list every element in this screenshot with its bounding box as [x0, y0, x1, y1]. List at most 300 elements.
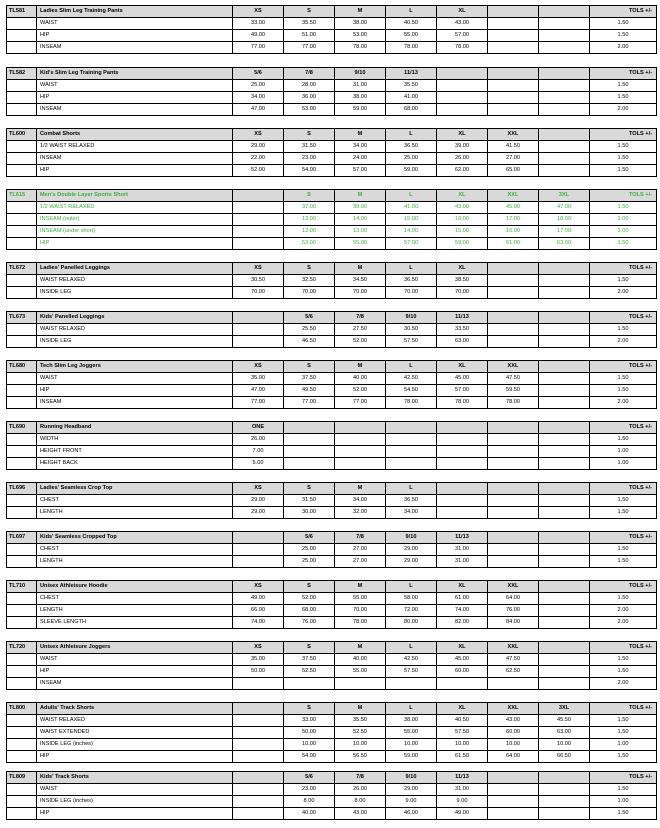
measurement-value: 49.00	[233, 30, 284, 42]
tolerance-value: 1.50	[590, 808, 657, 820]
measurement-value: 53.00	[284, 104, 335, 116]
product-code: TL690	[7, 422, 37, 434]
measurement-value: 15.00	[386, 214, 437, 226]
measurement-value	[233, 751, 284, 763]
measurement-value: 78.00	[335, 42, 386, 54]
measurement-value: 58.00	[386, 593, 437, 605]
measurement-value: 77.00	[284, 397, 335, 409]
measurement-value: 47.00	[233, 104, 284, 116]
measurement-value: 40.00	[335, 373, 386, 385]
measurement-value	[539, 796, 590, 808]
measurement-value	[539, 30, 590, 42]
measurement-value: 66.50	[539, 751, 590, 763]
size-header: 11/13	[437, 312, 488, 324]
size-header: 9/10	[386, 532, 437, 544]
measurement-value	[488, 434, 539, 446]
measurement-value: 57.50	[386, 666, 437, 678]
measurement-value	[488, 275, 539, 287]
table-header-row	[7, 703, 657, 715]
measurement-label: 1/2 WAIST RELAXED	[37, 141, 233, 153]
measurement-value: 34.00	[386, 507, 437, 519]
measurement-value: 52.00	[284, 593, 335, 605]
product-name: Unisex Athleisure Hoodie	[37, 581, 233, 593]
size-header	[539, 483, 590, 495]
measurement-value	[539, 18, 590, 30]
tolerance-value: 1.50	[590, 373, 657, 385]
table-row	[7, 808, 657, 820]
measurement-value	[539, 678, 590, 690]
row-code-cell	[7, 153, 37, 165]
measurement-value	[539, 556, 590, 568]
tolerance-value: 2.00	[590, 605, 657, 617]
size-header	[539, 422, 590, 434]
measurement-value: 8.00	[335, 796, 386, 808]
measurement-value: 13.00	[335, 226, 386, 238]
spec-table-tl697	[6, 531, 657, 568]
product-code: TL680	[7, 361, 37, 373]
table-header-row	[7, 483, 657, 495]
tolerance-value: 2.00	[590, 336, 657, 348]
measurement-value: 29.00	[233, 141, 284, 153]
measurement-label: INSEAM	[37, 104, 233, 116]
measurement-value: 10.00	[539, 739, 590, 751]
measurement-value: 29.00	[233, 495, 284, 507]
row-code-cell	[7, 434, 37, 446]
size-header: 7/8	[335, 532, 386, 544]
size-header: XS	[233, 642, 284, 654]
size-header: ONE	[233, 422, 284, 434]
tolerance-value: 1.50	[590, 18, 657, 30]
size-header: L	[386, 581, 437, 593]
measurement-value	[437, 446, 488, 458]
measurement-label: SLEEVE LENGTH	[37, 617, 233, 629]
measurement-label: INSEAM	[37, 678, 233, 690]
row-code-cell	[7, 796, 37, 808]
measurement-value: 78.00	[488, 397, 539, 409]
measurement-label: WAIST RELAXED	[37, 275, 233, 287]
tolerance-header: TOLS +/-	[590, 532, 657, 544]
tolerance-value: 2.00	[590, 104, 657, 116]
spec-table-tl690	[6, 421, 657, 470]
measurement-value	[539, 544, 590, 556]
measurement-value	[233, 202, 284, 214]
spec-table-tl581	[6, 5, 657, 54]
measurement-value: 31.00	[335, 80, 386, 92]
table-row	[7, 715, 657, 727]
size-header: S	[284, 129, 335, 141]
tolerance-value: 1.50	[590, 202, 657, 214]
measurement-value	[539, 80, 590, 92]
product-name: Kids' Panelled Leggings	[37, 312, 233, 324]
measurement-value: 28.00	[284, 80, 335, 92]
tolerance-header: TOLS +/-	[590, 772, 657, 784]
measurement-value	[233, 336, 284, 348]
table-row	[7, 605, 657, 617]
measurement-value: 27.00	[335, 544, 386, 556]
measurement-label: CHEST	[37, 495, 233, 507]
size-header: XXL	[488, 703, 539, 715]
size-header: M	[335, 483, 386, 495]
measurement-value: 26.00	[335, 784, 386, 796]
table-row	[7, 507, 657, 519]
size-header: XXL	[488, 361, 539, 373]
measurement-value: 37.00	[284, 202, 335, 214]
measurement-value: 35.50	[335, 715, 386, 727]
tolerance-header: TOLS +/-	[590, 361, 657, 373]
measurement-value: 55.00	[335, 238, 386, 250]
measurement-value: 43.00	[488, 715, 539, 727]
table-header-row	[7, 68, 657, 80]
table-row	[7, 42, 657, 54]
measurement-value	[488, 324, 539, 336]
measurement-value: 17.00	[539, 226, 590, 238]
measurement-value: 50.00	[233, 666, 284, 678]
measurement-value: 31.50	[284, 141, 335, 153]
row-code-cell	[7, 214, 37, 226]
measurement-value	[284, 434, 335, 446]
table-header-row	[7, 642, 657, 654]
measurement-value: 35.00	[233, 654, 284, 666]
size-header	[335, 422, 386, 434]
measurement-value: 43.00	[437, 18, 488, 30]
size-header	[284, 422, 335, 434]
measurement-value: 25.00	[233, 80, 284, 92]
row-code-cell	[7, 678, 37, 690]
measurement-value: 18.00	[539, 214, 590, 226]
size-header: S	[284, 6, 335, 18]
measurement-label: CHEST	[37, 593, 233, 605]
size-header: XL	[437, 190, 488, 202]
table-header-row	[7, 361, 657, 373]
measurement-value: 50.00	[284, 727, 335, 739]
measurement-value	[539, 507, 590, 519]
size-header: 9/10	[335, 68, 386, 80]
measurement-value: 49.00	[437, 808, 488, 820]
measurement-label: 1/2 WAIST RELAXED	[37, 202, 233, 214]
table-header-row	[7, 422, 657, 434]
tolerance-value: 1.00	[590, 458, 657, 470]
measurement-value: 52.00	[335, 385, 386, 397]
measurement-value: 31.50	[284, 495, 335, 507]
table-row	[7, 202, 657, 214]
tolerance-header: TOLS +/-	[590, 642, 657, 654]
measurement-value	[437, 104, 488, 116]
measurement-value: 54.00	[284, 751, 335, 763]
measurement-value	[539, 605, 590, 617]
measurement-value: 70.00	[386, 287, 437, 299]
measurement-label: HIP	[37, 165, 233, 177]
size-header: XS	[233, 581, 284, 593]
table-row	[7, 495, 657, 507]
row-code-cell	[7, 808, 37, 820]
measurement-value: 38.00	[335, 18, 386, 30]
measurement-value	[233, 544, 284, 556]
table-row	[7, 593, 657, 605]
measurement-value: 78.00	[335, 617, 386, 629]
measurement-value: 61.50	[437, 751, 488, 763]
measurement-value	[488, 18, 539, 30]
size-header: M	[335, 703, 386, 715]
product-name: Ladies Slim Leg Training Pants	[37, 6, 233, 18]
row-code-cell	[7, 666, 37, 678]
measurement-label: INSEAM	[37, 397, 233, 409]
size-header: S	[284, 703, 335, 715]
tolerance-value: 1.50	[590, 141, 657, 153]
measurement-value	[539, 808, 590, 820]
table-row	[7, 458, 657, 470]
measurement-label: WAIST RELAXED	[37, 715, 233, 727]
tolerance-value: 1.50	[590, 654, 657, 666]
measurement-value: 32.50	[284, 275, 335, 287]
measurement-label: WAIST RELAXED	[37, 324, 233, 336]
size-header: XXL	[488, 129, 539, 141]
measurement-value: 82.00	[437, 617, 488, 629]
product-code: TL615	[7, 190, 37, 202]
size-header: L	[386, 703, 437, 715]
measurement-value: 77.00	[284, 42, 335, 54]
tolerance-value: 1.50	[590, 165, 657, 177]
tolerance-header: TOLS +/-	[590, 129, 657, 141]
row-code-cell	[7, 458, 37, 470]
measurement-value	[539, 446, 590, 458]
measurement-value: 47.50	[488, 373, 539, 385]
tolerance-value: 1.00	[590, 226, 657, 238]
measurement-value	[233, 796, 284, 808]
tolerance-value: 1.50	[590, 238, 657, 250]
row-code-cell	[7, 202, 37, 214]
row-code-cell	[7, 556, 37, 568]
tolerance-header: TOLS +/-	[590, 6, 657, 18]
row-code-cell	[7, 336, 37, 348]
measurement-value: 74.00	[233, 617, 284, 629]
measurement-label: HEIGHT FRONT	[37, 446, 233, 458]
measurement-value	[539, 593, 590, 605]
spec-table-tl800	[6, 702, 657, 763]
tolerance-value: 1.50	[590, 544, 657, 556]
measurement-value: 66.00	[233, 605, 284, 617]
measurement-value: 41.00	[386, 92, 437, 104]
size-header	[539, 642, 590, 654]
spec-table-tl615	[6, 189, 657, 250]
tolerance-value: 1.50	[590, 385, 657, 397]
tolerance-value: 1.50	[590, 324, 657, 336]
row-code-cell	[7, 141, 37, 153]
measurement-value: 42.50	[386, 373, 437, 385]
measurement-value	[386, 446, 437, 458]
measurement-value: 41.50	[488, 141, 539, 153]
measurement-value: 10.00	[284, 739, 335, 751]
measurement-value	[539, 397, 590, 409]
measurement-value: 55.00	[386, 30, 437, 42]
table-header-row	[7, 129, 657, 141]
size-header	[539, 312, 590, 324]
measurement-value: 38.00	[386, 715, 437, 727]
product-name: Kid's Slim Leg Training Pants	[37, 68, 233, 80]
measurement-value	[488, 92, 539, 104]
size-header: S	[284, 190, 335, 202]
product-name: Kids' Seamless Cropped Top	[37, 532, 233, 544]
measurement-value	[386, 434, 437, 446]
product-name: Men's Double Layer Sports Short	[37, 190, 233, 202]
product-name: Kids' Track Shorts	[37, 772, 233, 784]
size-header: 11/13	[437, 772, 488, 784]
measurement-value: 43.00	[437, 202, 488, 214]
measurement-value: 27.00	[488, 153, 539, 165]
product-code: TL800	[7, 703, 37, 715]
measurement-value	[488, 784, 539, 796]
measurement-label: HIP	[37, 30, 233, 42]
measurement-value: 77.00	[233, 42, 284, 54]
measurement-value: 63.00	[437, 336, 488, 348]
product-name: Running Headband	[37, 422, 233, 434]
size-header: S	[284, 581, 335, 593]
measurement-value	[539, 336, 590, 348]
table-row	[7, 751, 657, 763]
size-header: XXL	[488, 642, 539, 654]
measurement-value: 53.00	[284, 238, 335, 250]
measurement-value: 57.00	[335, 165, 386, 177]
measurement-value	[488, 42, 539, 54]
size-header	[488, 312, 539, 324]
measurement-value: 57.50	[437, 727, 488, 739]
measurement-value: 70.00	[335, 287, 386, 299]
measurement-value	[386, 678, 437, 690]
product-name: Combat Shorts	[37, 129, 233, 141]
size-header: M	[335, 6, 386, 18]
measurement-value	[335, 458, 386, 470]
table-row	[7, 784, 657, 796]
measurement-value: 5.00	[233, 458, 284, 470]
measurement-value: 46.50	[284, 336, 335, 348]
measurement-value: 40.50	[386, 18, 437, 30]
measurement-value	[539, 141, 590, 153]
size-header	[488, 532, 539, 544]
measurement-value	[539, 104, 590, 116]
size-header: 5/6	[284, 312, 335, 324]
table-header-row	[7, 190, 657, 202]
measurement-value: 70.00	[437, 287, 488, 299]
measurement-value: 54.00	[284, 165, 335, 177]
measurement-value	[437, 678, 488, 690]
measurement-value: 30.50	[233, 275, 284, 287]
measurement-value	[233, 556, 284, 568]
measurement-label: HEIGHT BACK	[37, 458, 233, 470]
size-header: 9/10	[386, 772, 437, 784]
size-header: S	[284, 361, 335, 373]
size-header	[539, 361, 590, 373]
measurement-value: 31.00	[437, 556, 488, 568]
measurement-label: WAIST	[37, 80, 233, 92]
measurement-label: INSIDE LEG (inches)	[37, 739, 233, 751]
product-code: TL582	[7, 68, 37, 80]
measurement-value	[488, 104, 539, 116]
table-header-row	[7, 772, 657, 784]
row-code-cell	[7, 784, 37, 796]
measurement-value: 55.00	[335, 593, 386, 605]
measurement-value: 84.00	[488, 617, 539, 629]
measurement-value	[233, 739, 284, 751]
product-code: TL697	[7, 532, 37, 544]
table-row	[7, 141, 657, 153]
measurement-value: 57.50	[386, 336, 437, 348]
measurement-value: 17.00	[488, 214, 539, 226]
spec-table-tl600	[6, 128, 657, 177]
measurement-value: 25.00	[386, 153, 437, 165]
measurement-value: 76.00	[488, 605, 539, 617]
table-row	[7, 214, 657, 226]
measurement-value: 27.00	[335, 556, 386, 568]
row-code-cell	[7, 385, 37, 397]
size-header	[488, 68, 539, 80]
size-header: M	[335, 263, 386, 275]
measurement-label: INSIDE LEG	[37, 287, 233, 299]
size-header: XL	[437, 581, 488, 593]
table-row	[7, 385, 657, 397]
size-header: S	[284, 263, 335, 275]
measurement-value: 25.50	[284, 324, 335, 336]
measurement-value: 15.00	[437, 226, 488, 238]
measurement-value: 24.00	[335, 153, 386, 165]
tolerance-value: 1.50	[590, 751, 657, 763]
table-header-row	[7, 581, 657, 593]
tolerance-value: 1.50	[590, 30, 657, 42]
size-header: 5/6	[233, 68, 284, 80]
table-row	[7, 287, 657, 299]
measurement-value: 62.00	[437, 165, 488, 177]
measurement-value	[539, 165, 590, 177]
measurement-value	[488, 80, 539, 92]
measurement-value: 60.00	[437, 666, 488, 678]
tolerance-header: TOLS +/-	[590, 581, 657, 593]
spec-table-tl673	[6, 311, 657, 348]
measurement-value: 52.00	[233, 165, 284, 177]
tolerance-header: TOLS +/-	[590, 190, 657, 202]
tolerance-value: 1.50	[590, 153, 657, 165]
tolerance-value: 1.00	[590, 214, 657, 226]
row-code-cell	[7, 751, 37, 763]
table-row	[7, 446, 657, 458]
table-row	[7, 434, 657, 446]
row-code-cell	[7, 495, 37, 507]
size-header	[386, 422, 437, 434]
size-header: 11/13	[437, 532, 488, 544]
row-code-cell	[7, 446, 37, 458]
size-header: M	[335, 642, 386, 654]
measurement-value	[488, 30, 539, 42]
size-header: 7/8	[335, 772, 386, 784]
table-header-row	[7, 6, 657, 18]
size-header	[539, 6, 590, 18]
measurement-value	[437, 495, 488, 507]
spec-table-tl710	[6, 580, 657, 629]
measurement-label: INSIDE LEG (inches)	[37, 796, 233, 808]
size-header	[437, 68, 488, 80]
measurement-value: 47.00	[233, 385, 284, 397]
measurement-value	[233, 214, 284, 226]
size-header	[488, 483, 539, 495]
measurement-value: 64.00	[488, 593, 539, 605]
measurement-value: 33.00	[284, 715, 335, 727]
tolerance-value: 1.50	[590, 80, 657, 92]
size-header: XL	[437, 263, 488, 275]
table-row	[7, 666, 657, 678]
measurement-value	[437, 458, 488, 470]
tolerance-header: TOLS +/-	[590, 263, 657, 275]
measurement-value: 30.50	[386, 324, 437, 336]
measurement-label: HIP	[37, 808, 233, 820]
row-code-cell	[7, 727, 37, 739]
size-header	[539, 772, 590, 784]
